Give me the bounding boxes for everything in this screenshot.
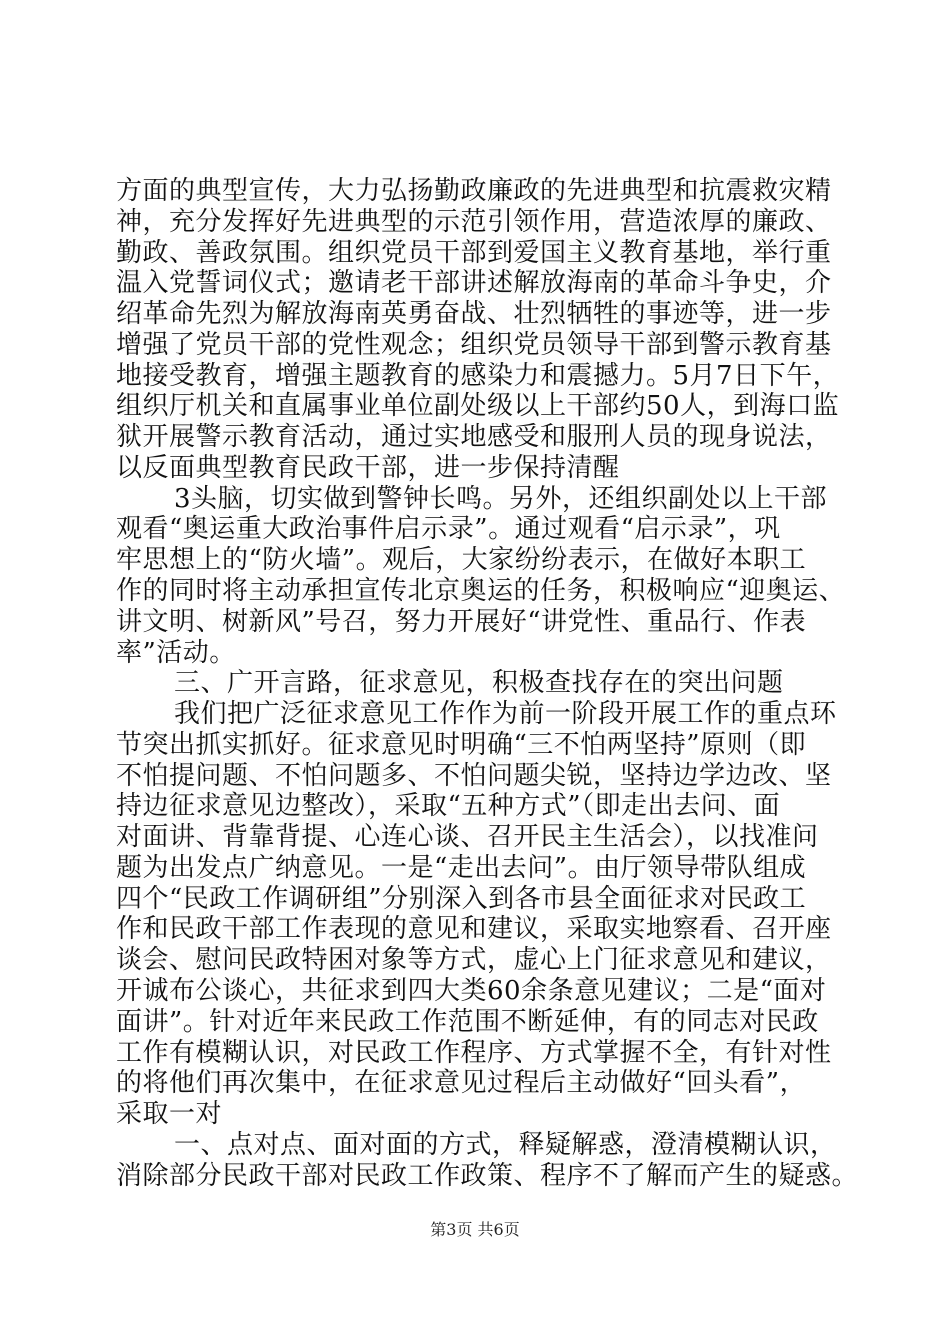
paragraph-first-line: 我们把广泛征求意见工作作为前一阶段开展工作的重点环	[174, 699, 837, 730]
text-line: 消除部分民政干部对民政工作政策、程序不了解而产生的疑惑。	[116, 1160, 859, 1191]
text-line: 节突出抓实抓好。征求意见时明确“三不怕两坚持”原则（即	[116, 729, 807, 760]
text-line: 四个“民政工作调研组”分别深入到各市县全面征求对民政工	[116, 883, 807, 914]
text-line: 作的同时将主动承担宣传北京奥运的任务，积极响应“迎奥运、	[116, 576, 846, 606]
text-line: 讲文明、树新风”号召，努力开展好“讲党性、重品行、作表	[116, 606, 807, 637]
text-line: 持边征求意见边整改），采取“五种方式”（即走出去问、面	[116, 791, 781, 822]
text-line: 工作有模糊认识，对民政工作程序、方式掌握不全，有针对性	[116, 1037, 832, 1068]
page-footer: 第3页 共6页	[430, 1220, 520, 1239]
paragraph-first-line: 一、点对点、面对面的方式，释疑解惑，澄清模糊认识，	[174, 1129, 837, 1160]
text-line: 的将他们再次集中，在征求意见过程后主动做好“回头看”，	[116, 1068, 807, 1099]
text-line: 题为出发点广纳意见。一是“走出去问”。由厅领导带队组成	[116, 852, 807, 883]
text-line: 地接受教育，增强主题教育的感染力和震撼力。5月7日下午，	[116, 360, 840, 391]
text-line: 开诚布公谈心，共征求到四大类60余条意见建议；二是“面对	[116, 976, 827, 1007]
text-line: 组织厅机关和直属事业单位副处级以上干部约50人，到海口监	[116, 391, 840, 422]
text-line: 绍革命先烈为解放海南英勇奋战、壮烈牺牲的事迹等，进一步	[116, 299, 832, 330]
text-line: 狱开展警示教育活动，通过实地感受和服刑人员的现身说法，	[116, 422, 832, 453]
text-line: 对面讲、背靠背提、心连心谈、召开民主生活会），以找准问	[116, 822, 819, 853]
text-line: 以反面典型教育民政干部，进一步保持清醒	[116, 452, 620, 483]
text-line: 面讲”。针对近年来民政工作范围不断延伸，有的同志对民政	[116, 1006, 819, 1037]
section-heading: 三、广开言路，征求意见，积极查找存在的突出问题	[174, 668, 784, 699]
text-line: 不怕提问题、不怕问题多、不怕问题尖锐，坚持边学边改、坚	[116, 760, 832, 791]
text-line: 温入党誓词仪式；邀请老干部讲述解放海南的革命斗争史，介	[116, 268, 832, 299]
text-line: 率”活动。	[116, 637, 236, 668]
text-line: 方面的典型宣传，大力弘扬勤政廉政的先进典型和抗震救灾精	[116, 176, 832, 206]
text-line: 牢思想上的“防火墙”。观后，大家纷纷表示，在做好本职工	[116, 545, 807, 576]
text-line: 谈会、慰问民政特困对象等方式，虚心上门征求意见和建议，	[116, 945, 832, 976]
text-line: 神，充分发挥好先进典型的示范引领作用，营造浓厚的廉政、	[116, 206, 832, 237]
text-line: 采取一对	[116, 1099, 223, 1130]
text-line: 增强了党员干部的党性观念；组织党员领导干部到警示教育基	[116, 329, 832, 360]
text-line: 勤政、善政氛围。组织党员干部到爱国主义教育基地，举行重	[116, 237, 832, 268]
text-line: 作和民政干部工作表现的意见和建议，采取实地察看、召开座	[116, 914, 832, 945]
paragraph-first-line: 3头脑，切实做到警钟长鸣。另外，还组织副处以上干部	[174, 483, 828, 514]
text-line: 观看“奥运重大政治事件启示录”。通过观看“启示录”，巩	[116, 514, 781, 545]
